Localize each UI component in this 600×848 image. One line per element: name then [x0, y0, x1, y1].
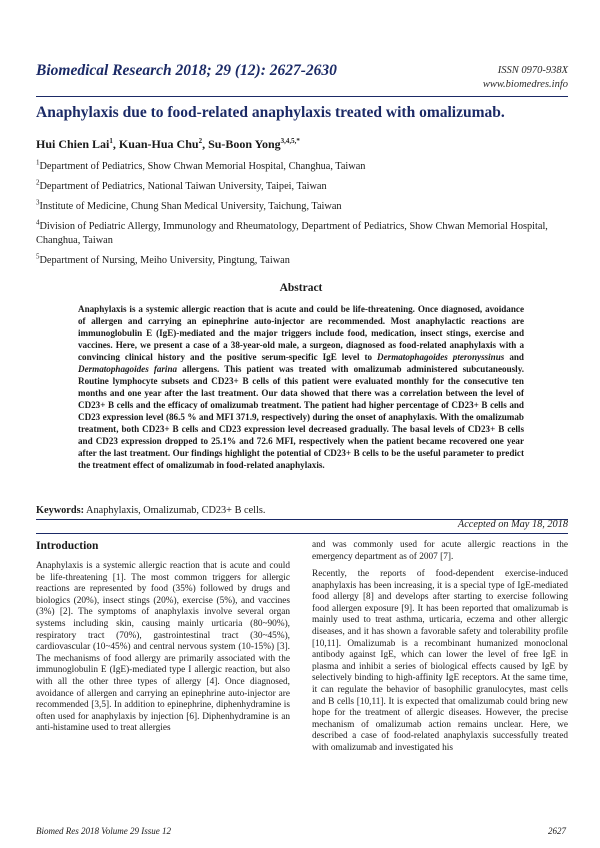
author-separator: , [112, 137, 119, 151]
abstract-text: allergens. This patient was treated with omalizumab administered subcutaneously. Routine lymphocyte subsets and CD23+ B cells of this patient were evaluated monthly for the consecutive ten months and one year after the last treatment. Our data showed that there was a correlation between the level of CD23+ B cells and the efficacy of omalizumab treatment. The patient had higher percentage of CD23+ B cells and CD23 expression level (86.5 % and MFI 371.9, respectively) during the onset of anaphylaxis. With the omalizumab treatment, both CD23+ B cells and CD23 expression level decreased gradually. The basal levels of CD23+ B cells and CD23 expression dropped to 25.1% and 72.6 MFI, respectively when the patient became recovered one year after the last treatment. Our findings highlight the potential of CD23+ B cells to be the useful parameter to predict the treatment effect of omalizumab in food-related anaphylaxis. [78, 364, 525, 470]
abstract-body [78, 303, 524, 471]
abstract-heading: Abstract [279, 282, 323, 294]
author-affiliation-marker: 1 [109, 137, 113, 145]
affiliation [36, 180, 566, 194]
affiliation [36, 220, 566, 248]
affiliation-text: Division of Pediatric Allergy, Immunology and Rheumatology, Department of Pediatrics, Show Chwan Memorial Hospital, Changhua, Taiwan [36, 221, 548, 246]
author-list [36, 137, 300, 152]
affiliation-number: 5 [36, 252, 40, 261]
journal-header: Biomedical Research 2018; 29 (12): 2627-2630 [36, 62, 337, 79]
abstract-text: Anaphylaxis is a systemic allergic reaction that is acute and could be life-threatening. Once diagnosed, avoidance of allergen and carrying an epinephrine auto-injector are recommended. Most anaphylactic reactions are immunoglobulin E (IgE)-mediated and the major triggers include food, medication, insect stings, exercise and vaccines. Here, we present a case of a 38-year-old male, a surgeon, diagnosed as food-related anaphylaxis with a convincing clinical history and the positive serum-specific IgE level to [78, 304, 524, 362]
journal-issn-block [483, 64, 568, 92]
keywords-text: Anaphylaxis, Omalizumab, CD23+ B cells. [84, 505, 266, 516]
article-title: Anaphylaxis due to food-related anaphylaxis treated with omalizumab. [36, 104, 505, 121]
author-name: Hui Chien Lai [36, 137, 110, 151]
keywords-line [36, 505, 265, 516]
affiliation-number: 4 [36, 218, 40, 227]
issn-number: ISSN 0970-938X [497, 65, 568, 76]
header-rule [36, 96, 568, 97]
intro-right-paragraph-2: Recently, the reports of food-dependent exercise-induced anaphylaxis has been increasing, it is a special type of IgE-mediated food allergy [8] and develops after starting to exercise following food allergen exposure [9]. It has been reported that omalizumab is mainly used to treat asthma, urticaria, eczema and other allergic diseases, and it has shown a favorable safety and tolerability profile [10,11]. Omalizumab is a recombinant humanized monoclonal antibody against IgE, which can lower the level of free IgE in plasma and inhibit a series of biological effects caused by IgE by selectively binding to high-affinity IgE receptors. At the same time, it can regulate the behavior of basophilic granulocytes, mast cells and B cells [10,11]. It is expected that omalizumab could bring new hope for the treatment of allergic diseases. However, the precise mechanism of omalizumab action remains unclear. Here, we described a case of food-related anaphylaxis successfully treated with omalizumab and investigated his [312, 569, 568, 753]
page-number: 2627 [548, 826, 566, 836]
keywords-label: Keywords: [36, 505, 85, 516]
affiliation [36, 200, 566, 214]
affiliation-text: Department of Pediatrics, Show Chwan Memorial Hospital, Changhua, Taiwan [39, 161, 366, 172]
intro-left-column: Anaphylaxis is a systemic allergic reaction that is acute and could be life-threatening [1]. The most common triggers for allergic reactions are represented by food (35%) followed by drugs and biologics (20%), insect stings (20%), exercise (5%), and vaccines (3%) [2]. The symptoms of anaphylaxis involve several organ systems including skin, causing mainly urticaria (80~90%), respiratory tract (70%), gastrointestinal tract (30~45%), cardiovascular (10~45%) and central nervous system (10-15%) [3]. The mechanisms of food allergy are primarily associated with the immunoglobulin E (IgE)-mediated type I allergic reaction, but also with all the other three types of allergy [4]. Once diagnosed, avoidance of allergen and carrying an epinephrine auto-injector are recommended [3,5]. In addition to epinephrine, diphenhydramine is often used for anaphylaxis by injection [6]. Diphenhydramine is an anti-histamine used to treat allergies [36, 561, 290, 734]
affiliation-number: 3 [36, 198, 40, 207]
intro-right-paragraph-1: and was commonly used for acute allergic reactions in the emergency department as of 2007 [7]. [312, 540, 568, 562]
species-name: Dermatophagoides pteronyssinus [377, 352, 505, 362]
affiliation-text: Department of Pediatrics, National Taiwan University, Taipei, Taiwan [39, 181, 327, 192]
affiliation-text: Institute of Medicine, Chung Shan Medical University, Taichung, Taiwan [39, 201, 342, 212]
abstract-text: and [504, 352, 524, 362]
affiliation [36, 160, 566, 174]
footer-citation: Biomed Res 2018 Volume 29 Issue 12 [36, 826, 171, 836]
affiliation-number: 2 [36, 178, 40, 187]
author-name: Kuan-Hua Chu [118, 137, 199, 151]
author-name: Su-Boon Yong [208, 137, 281, 151]
affiliation [36, 254, 566, 268]
accepted-date: Accepted on May 18, 2018 [457, 519, 568, 530]
author-affiliation-marker: 2 [198, 137, 203, 145]
section-heading-introduction: Introduction [36, 540, 99, 552]
affiliation-number: 1 [36, 158, 40, 167]
author-affiliation-marker: 3,4,5,* [280, 137, 300, 145]
accepted-rule [36, 533, 568, 534]
journal-website[interactable]: www.biomedres.info [482, 79, 568, 90]
species-name: Dermatophagoides farina [78, 364, 178, 374]
affiliation-text: Department of Nursing, Meiho University, Pingtung, Taiwan [39, 255, 290, 266]
author-separator: , [202, 137, 209, 151]
